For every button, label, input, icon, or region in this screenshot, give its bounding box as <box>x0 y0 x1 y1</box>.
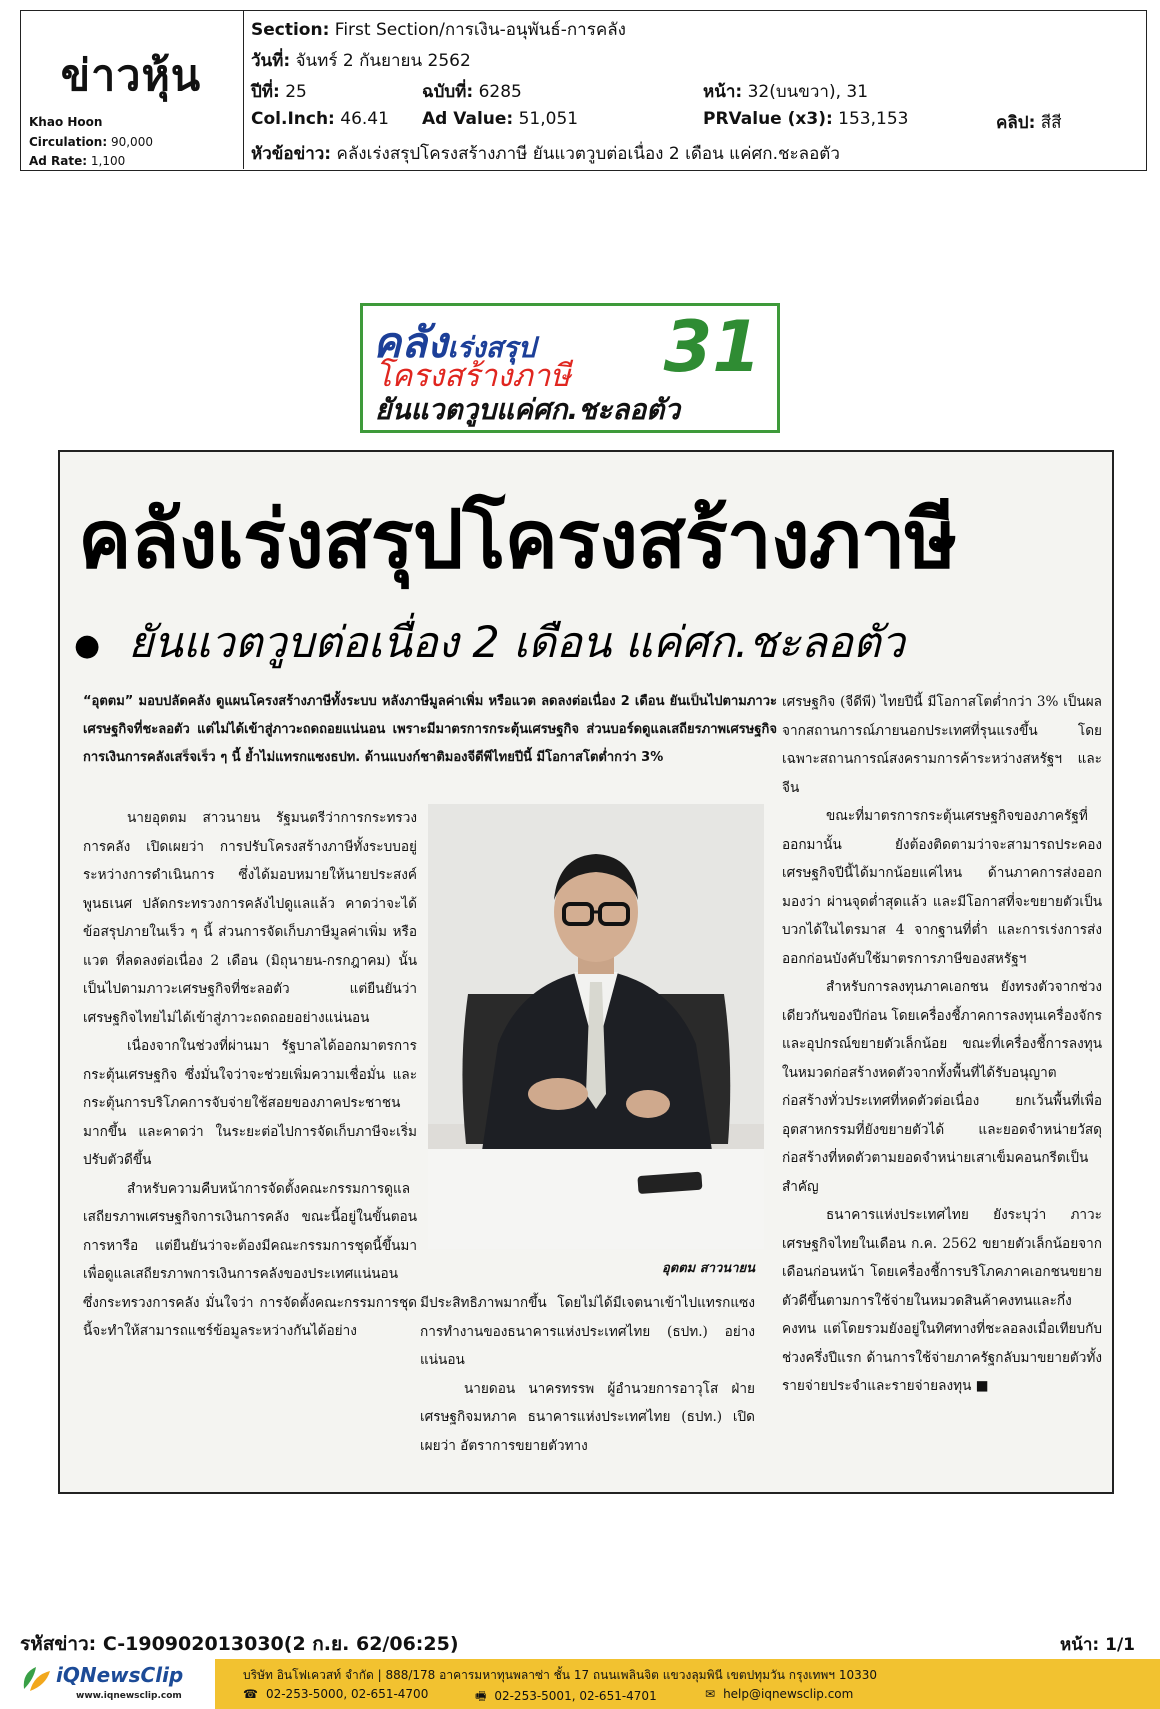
email-icon: ✉ <box>705 1687 716 1701</box>
brand-site: www.iqnewsclip.com <box>76 1691 182 1701</box>
kicker-line3: ยันแวตวูบแค่ศก.ชะลอตัว <box>375 393 681 426</box>
adval-label: Ad Value: <box>422 109 514 129</box>
article-headline: คลังเร่งสรุปโครงสร้างภาษี <box>78 493 957 586</box>
paragraph: นายดอน นาครทรรพ ผู้อำนวยการอาวุโส ฝ่ายเศรษฐกิจมหภาค ธนาคารแห่งประเทศไทย (ธปท.) เปิดเผยว่า อัตราการขยายตัวทาง <box>420 1380 755 1454</box>
prvalue-field <box>703 109 908 129</box>
article-subhead <box>74 614 1104 675</box>
brand-name: iQNewsClip <box>56 1663 184 1687</box>
paragraph: เนื่องจากในช่วงที่ผ่านมา รัฐบาลได้ออกมาตรการกระตุ้นเศรษฐกิจ ซึ่งมั่นใจว่าจะช่วยเพิ่มความเชื่อมั่น และกระตุ้นการบริโภคการจับจ่ายใช้สอยของภาคประชาชนมากขึ้น และคาดว่า ในระยะต่อไปการจัดเก็บภาษีจะเริ่มปรับตัวดีขึ้น <box>83 1038 417 1168</box>
page-value: 32(บนขวา), 31 <box>747 82 869 102</box>
email-address: help@iqnewsclip.com <box>723 1687 854 1701</box>
adrate-label: Ad Rate: <box>29 154 88 168</box>
clipping-header <box>20 10 1147 171</box>
bullet-icon: ● <box>74 627 101 663</box>
circulation-label: Circulation: <box>29 135 108 149</box>
email-field <box>705 1687 853 1701</box>
fax-field <box>475 1687 657 1708</box>
article-subhead-text: ยันแวตวูบต่อเนื่อง 2 เดือน แค่ศก.ชะลอตัว <box>128 618 905 668</box>
circulation-value: 90,000 <box>110 135 153 149</box>
paragraph: มีประสิทธิภาพมากขึ้น โดยไม่ได้มีเจตนาเข้าไปแทรกแซงการทำงานของธนาคารแห่งประเทศไทย (ธปท.) อย่างแน่นอน <box>420 1295 755 1368</box>
publication-logo: ข่าวหุ้น <box>60 51 202 101</box>
photo-caption: อุตตม สาวนายน <box>661 1261 755 1276</box>
kicker-line2: โครงสร้างภาษี <box>375 358 571 394</box>
portrait-photo <box>428 804 764 1249</box>
circulation <box>29 135 153 149</box>
page-label: หน้า: <box>703 82 743 102</box>
issue-field <box>422 78 522 105</box>
article-clipping <box>58 450 1114 1494</box>
colinch-value: 46.41 <box>340 109 389 129</box>
paragraph: สำหรับการลงทุนภาคเอกชน ยังทรงตัวจากช่วงเดียวกันของปีก่อน โดยเครื่องชี้ภาคการลงทุนเครื่องจักรและอุปกรณ์ขยายตัวเล็กน้อย ขณะที่เครื่องชี้การลงทุนในหมวดก่อสร้างหดตัวจากทั้งพื้นที่ได้รับอนุญาตก่อสร้างทั่วประเทศที่หดตัวต่อเนื่อง ยกเว้นพื้นที่เพื่ออุตสาหกรรมที่ยังขยายตัวได้ และยอดจำหน่ายวัสดุก่อสร้างที่หดตัวตามยอดจำหน่ายเสาเข็มคอนกรีตเป็นสำคัญ <box>782 979 1102 1195</box>
clip-value: สีสี <box>1040 113 1062 133</box>
fax-icon: 🖷 <box>475 1689 487 1703</box>
iqnewsclip-logo <box>20 1661 210 1707</box>
clipping-metadata <box>251 11 1146 169</box>
date-row <box>251 47 471 74</box>
prval-value: 153,153 <box>838 109 909 129</box>
date-label: วันที่: <box>251 51 291 71</box>
section-label: Section: <box>251 20 330 40</box>
kicker-word-main: คลัง <box>373 318 448 367</box>
clip-field <box>996 109 1062 136</box>
year-field <box>251 78 307 105</box>
colinch-field <box>251 109 389 129</box>
section-value: First Section/การเงิน-อนุพันธ์-การคลัง <box>334 20 626 40</box>
portrait-illustration <box>428 804 764 1249</box>
prval-label: PRValue (x3): <box>703 109 833 129</box>
page-field <box>703 78 868 105</box>
kicker-word-rest: เร่งสรุป <box>447 331 536 364</box>
company-address: บริษัท อินโฟเควสท์ จำกัด | 888/178 อาคารมหาทุนพลาซ่า ชั้น 17 ถนนเพลินจิต แขวงลุมพินี เขตปทุมวัน กรุงเทพฯ 10330 <box>243 1668 878 1682</box>
article-column-3 <box>782 688 1102 1401</box>
article-lead: “อุตตม” มอบปลัดคลัง ดูแผนโครงสร้างภาษีทั้งระบบ หลังภาษีมูลค่าเพิ่ม หรือแวต ลดลงต่อเนื่อง 2 เดือน ยันเป็นไปตามภาวะเศรษฐกิจที่ชะลอตัว แต่ไม่ได้เข้าสู่ภาวะถดถอยแน่นอน เพราะมีมาตรการกระตุ้นเศรษฐกิจ ส่วนบอร์ดดูแลเสถียรภาพเศรษฐกิจการเงินการคลังเสร็จเร็ว ๆ นี้ ย้ำไม่แทรกแซงธปท. ด้านแบงก์ชาติมองจีดีพีไทยปีนี้ มีโอกาสโตต่ำกว่า 3% <box>83 694 777 765</box>
kicker-page-number: 31 <box>663 306 761 388</box>
phone-icon: ☎ <box>243 1687 258 1701</box>
paragraph: ธนาคารแห่งประเทศไทย ยังระบุว่า ภาวะเศรษฐกิจไทยในเดือน ก.ค. 2562 ขยายตัวเล็กน้อยจากเดือนก่อนหน้า โดยเครื่องชี้การบริโภคภาคเอกชนขยายตัวดีขึ้นตามการใช้จ่ายในหมวดสินค้าคงทนและกึ่งคงทน แต่โดยรวมยังอยู่ในทิศทางที่ชะลอลงเมื่อเทียบกับช่วงครึ่งปีแรก ด้านการใช้จ่ายภาครัฐกลับมาขยายตัวทั้งรายจ่ายประจำและรายจ่ายลงทุน ■ <box>782 1207 1102 1394</box>
publication-panel <box>21 11 244 169</box>
headline-label: หัวข้อข่าว: <box>251 144 332 164</box>
paragraph: สำหรับความคืบหน้าการจัดตั้งคณะกรรมการดูแลเสถียรภาพเศรษฐกิจการเงินการคลัง ขณะนี้อยู่ในขั้นตอนการหารือ แต่ยืนยันว่าจะต้องมีคณะกรรมการชุดนี้ขึ้นมาเพื่อดูแลเสถียรภาพการเงินการคลังของประเทศแน่นอน ซึ่งกระทรวงการคลัง มั่นใจว่า การจัดตั้งคณะกรรมการชุดนี้จะทำให้สามารถแชร์ข้อมูลระหว่างกันได้อย่าง <box>83 1180 417 1339</box>
headline-row <box>251 140 840 167</box>
clip-label: คลิป: <box>996 113 1036 133</box>
colinch-label: Col.Inch: <box>251 109 335 129</box>
contact-bar <box>215 1659 1160 1709</box>
year-label: ปีที่: <box>251 82 280 102</box>
paragraph: เศรษฐกิจ (จีดีพี) ไทยปีนี้ มีโอกาสโตต่ำกว่า 3% เป็นผลจากสถานการณ์ภายนอกประเทศที่รุนแรงขึ้น โดยเฉพาะสถานการณ์สงครามการค้าระหว่างสหรัฐฯ และจีน <box>782 694 1102 796</box>
adrate-value: 1,100 <box>90 154 126 168</box>
phone-numbers: 02-253-5000, 02-651-4700 <box>265 1687 429 1701</box>
issue-label: ฉบับที่: <box>422 82 474 102</box>
year-value: 25 <box>285 82 307 102</box>
adval-value: 51,051 <box>518 109 579 129</box>
section-row <box>251 16 626 43</box>
publication-name: Khao Hoon <box>29 115 103 129</box>
news-code: รหัสข่าว: C-190902013030(2 ก.ย. 62/06:25) <box>20 1633 459 1655</box>
article-column-2 <box>420 1289 755 1460</box>
headline-value: คลังเร่งสรุปโครงสร้างภาษี ยันแวตวูบต่อเนื่อง 2 เดือน แค่ศก.ชะลอตัว <box>336 144 840 164</box>
front-page-kicker <box>360 303 780 433</box>
date-value: จันทร์ 2 กันยายน 2562 <box>295 51 471 71</box>
article-column-1 <box>83 804 417 1346</box>
issue-value: 6285 <box>478 82 522 102</box>
leaf-logo-icon <box>20 1663 54 1693</box>
ad-value-field <box>422 109 578 129</box>
page-indicator: หน้า: 1/1 <box>1060 1635 1135 1655</box>
phone-field <box>243 1687 428 1701</box>
ad-rate <box>29 154 125 168</box>
paragraph: นายอุตตม สาวนายน รัฐมนตรีว่าการกระทรวงการคลัง เปิดเผยว่า การปรับโครงสร้างภาษีทั้งระบบอยู่ระหว่างการดำเนินการ ซึ่งได้มอบหมายให้นายประสงค์ พูนธเนศ ปลัดกระทรวงการคลังไปดูแลแล้ว คาดว่าจะได้ข้อสรุปภายในเร็ว ๆ นี้ ส่วนการจัดเก็บภาษีมูลค่าเพิ่ม หรือแวต ที่ลดลงต่อเนื่อง 2 เดือน (มิถุนายน-กรกฎาคม) นั้น เป็นไปตามภาวะเศรษฐกิจที่ชะลอตัว แต่ยืนยันว่า เศรษฐกิจไทยไม่ได้เข้าสู่ภาวะถดถอยอย่างแน่นอน <box>83 810 417 1026</box>
paragraph: ขณะที่มาตรการกระตุ้นเศรษฐกิจของภาครัฐที่ออกมานั้น ยังต้องติดตามว่าจะสามารถประคองเศรษฐกิจปีนี้ได้มากน้อยแค่ไหน ด้านภาคการส่งออกมองว่า ผ่านจุดต่ำสุดแล้ว และมีโอกาสที่จะขยายตัวเป็นบวกได้ในไตรมาส 4 จากฐานที่ต่ำ และการเร่งการส่งออกก่อนบังคับใช้มาตรการภาษีของสหรัฐฯ <box>782 808 1102 967</box>
fax-numbers: 02-253-5001, 02-651-4701 <box>494 1689 657 1703</box>
